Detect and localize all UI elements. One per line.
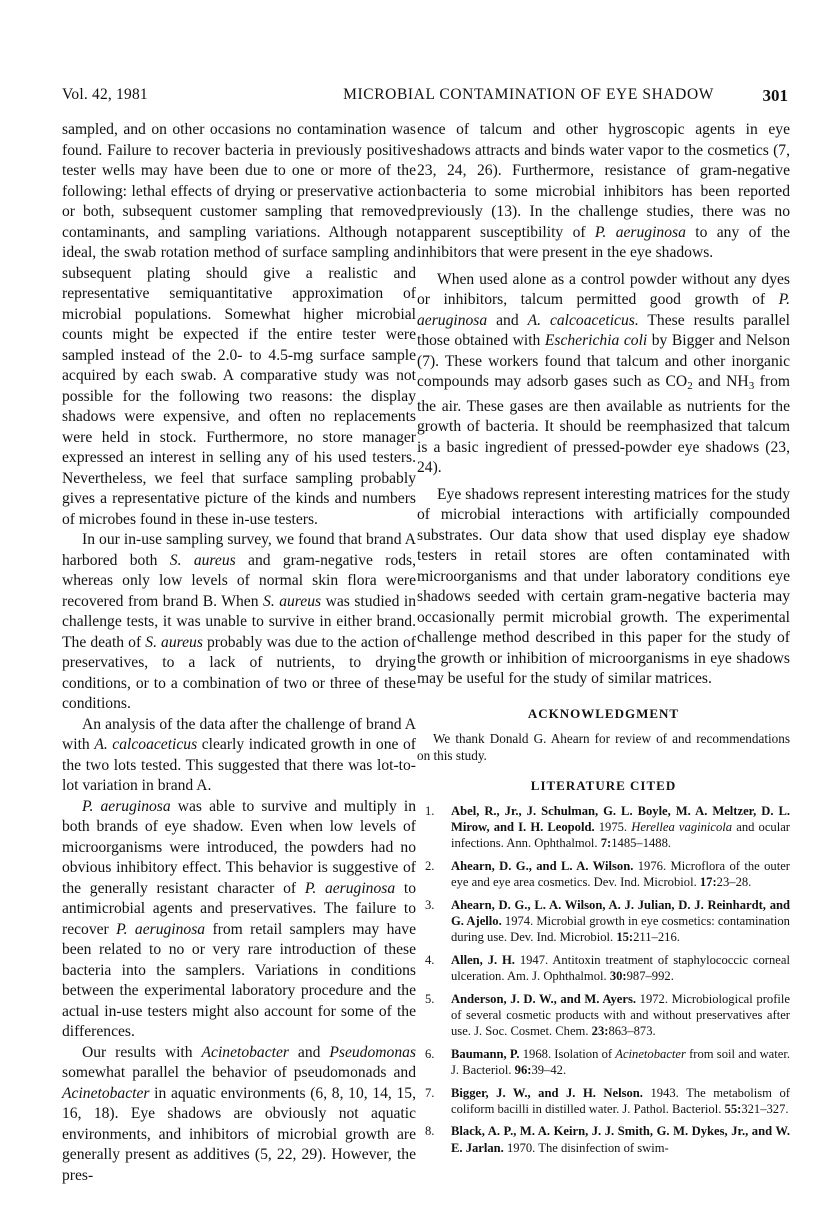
reference-authors: Ahearn, D. G., and L. A. Wilson. (451, 858, 634, 873)
page-header (62, 86, 788, 110)
paragraph: Eye shadows represent interesting matrices for the study of microbial interactions with artificially compounded substrates. Our data show that used display eye shadow testers in retail stores are often contaminated with microorganisms and that under laboratory conditions eye shadows seeded with certain gram-negative bacteria may occasionally permit microbial growth. The experimental challenge method described in this paper for the study of the growth or inhibition of microorganisms in eye shadows may be useful for the study of similar matrices. (417, 485, 790, 687)
reference-volume: 55: (724, 1102, 742, 1116)
running-title: MICROBIAL CONTAMINATION OF EYE SHADOW (343, 86, 714, 103)
reference-pages: 987–992. (626, 969, 674, 984)
reference-item (417, 1046, 790, 1079)
paragraph: ence of talcum and other hygroscopic agents in eye shadows attracts and binds water vapor to the cosmetics (7, 23, 24, 26). Furthermore, resistance of gram-negative bacteria to some microbial inhibitors has been reported previously (13). In the challenge studies, there was no apparent susceptibility of P. aeruginosa to any of the inhibitors that were present in the eye shadows. (417, 121, 791, 261)
reference-text: and ocular infections. Ann. Ophthalmol. (451, 819, 791, 851)
paragraph: sampled, and on other occasions no contamination was found. Failure to recover bacteria in previously positive tester wells may have been due to one or more of the following: lethal effects of drying or preservative action or both, subsequent customer sampling that removed contaminants, and sampling variations. Although not ideal, the swab rotation method of surface sampling and subsequent plating should give a realistic and representative semiquantitative approximation of microbial populations. Somewhat higher microbial counts might be expected if the entire tester were sampled instead of the 2.0- to 4.5-mg surface sample acquired by each swab. A comparative study was not possible for the following two reasons: the display shadows were expensive, and often no replacements were held in stock. Furthermore, no store manager expressed an interest in selling any of his used testers. Nevertheless, we feel that surface sampling probably gives a representative picture of the kinds and numbers of microbes found in these in-use testers. (62, 121, 416, 528)
reference-number: 6. (425, 1046, 435, 1061)
reference-authors: Ahearn, D. G., L. A. Wilson, A. J. Julian, D. J. Reinhardt, and G. Ajello. (451, 897, 790, 928)
reference-volume: 30: (609, 969, 627, 984)
reference-text: 1947. Antitoxin treatment of staphylococcic corneal ulceration. Am. J. Ophthalmol. (451, 952, 790, 984)
reference-item (417, 1123, 790, 1156)
reference-text: 1968. Isolation of (519, 1046, 616, 1061)
reference-volume: 15: (616, 930, 634, 945)
reference-number: 4. (425, 952, 435, 967)
paragraph: P. aeruginosa was able to survive and multiply in both brands of eye shadow. Even when low levels of microorganisms were introduced, the powders had no obvious inhibitory effect. This behavior is suggestive of the generally resistant character of P. aeruginosa to antimicrobial agents and preservatives. The failure to recover P. aeruginosa from retail samplers may have been related to no or very rare introduction of these bacteria into the samplers. Variations in conditions between the experimental laboratory procedure and the actual in-use testers might also account for some of the differences. (62, 797, 417, 1040)
paragraph: In our in-use sampling survey, we found that brand A harbored both S. aureus and gram-negative rods, whereas only low levels of normal skin flora were recovered from brand B. When S. aureus was studied in challenge tests, it was unable to survive in either brand. The death of S. aureus probably was due to the action of preservatives, to a lack of nutrients, to drying conditions, or to a combination of two or three of these conditions. (62, 531, 417, 712)
reference-text: 1974. Microbial growth in eye cosmetics: contamination during use. Dev. Ind. Microbiol. (451, 913, 790, 945)
reference-italic: Acinetobacter (615, 1046, 686, 1061)
reference-authors: Bigger, J. W., and J. H. Nelson. (451, 1085, 643, 1100)
left-column (62, 120, 416, 1186)
paragraph: An analysis of the data after the challenge of brand A with A. calcoaceticus clearly indicated growth in one of the two lots tested. This suggested that there was lot-to-lot variation in brand A. (62, 715, 416, 794)
reference-pages: 23–28. (716, 875, 752, 890)
reference-text: 1970. The disinfection of swim- (503, 1140, 669, 1155)
reference-number: 7. (425, 1085, 435, 1100)
reference-item (417, 952, 790, 985)
reference-authors: Black, A. P., M. A. Keirn, J. J. Smith, G. M. Dykes, Jr., and W. E. Jarlan. (451, 1124, 790, 1155)
reference-item (417, 1085, 790, 1118)
reference-authors: Baumann, P. (451, 1046, 520, 1061)
reference-text: 1972. Microbiological profile of several cosmetic products with and without preservatives after use. J. Soc. Cosmet. Chem. (451, 991, 790, 1039)
reference-pages: 211–216. (633, 930, 680, 945)
reference-item (417, 897, 790, 946)
reference-item (417, 858, 790, 891)
literature-heading: LITERATURE CITED (530, 777, 677, 793)
reference-number: 8. (425, 1124, 435, 1139)
reference-pages: 321–327. (741, 1102, 789, 1116)
reference-pages: 863–873. (608, 1024, 656, 1039)
reference-number: 1. (425, 803, 435, 818)
reference-text: 1943. The metabolism of coliform bacilli in distilled water. J. Pathol. Bacteriol. (451, 1085, 790, 1116)
reference-authors: Allen, J. H. (451, 952, 515, 967)
reference-text: 1976. Microflora of the outer eye and eye area cosmetics. Dev. Ind. Microbiol. (451, 858, 790, 890)
paragraph: When used alone as a control powder without any dyes or inhibitors, talcum permitted good growth of P. aeruginosa and A. calcoaceticus. These results parallel those obtained with Escherichia coli by Bigger and Nelson (7). These workers found that talcum and other inorganic compounds may adsorb gases such as $CO_2$ and $NH_3$ from the air. These gases are then available as nutrients for the growth of bacteria. It should be reemphasized that talcum is a basic ingredient of pressed-powder eye shadows (23, 24). (417, 270, 790, 476)
page-number: 301 (762, 86, 788, 105)
reference-number: 2. (425, 858, 435, 873)
reference-volume: 23: (591, 1024, 609, 1039)
reference-number: 3. (425, 897, 435, 912)
reference-list (417, 803, 790, 1157)
reference-pages: 39–42. (531, 1063, 567, 1078)
reference-text: from soil and water. J. Bacteriol. (451, 1046, 791, 1078)
reference-item (417, 803, 790, 852)
reference-number: 5. (425, 991, 435, 1006)
reference-pages: 1485–1488. (611, 836, 672, 851)
right-column (417, 120, 790, 1162)
reference-authors: Anderson, J. D. W., and M. Ayers. (451, 991, 637, 1006)
reference-volume: 7: (600, 836, 612, 851)
reference-authors: Abel, R., Jr., J. Schulman, G. L. Boyle, M. A. Meltzer, D. L. Mirow, and I. H. Leopold. (451, 803, 790, 834)
journal-volume: Vol. 42, 1981 (62, 86, 148, 103)
paragraph: Our results with Acinetobacter and Pseudomonas somewhat parallel the behavior of pseudomonads and Acinetobacter in aquatic environments (6, 8, 10, 14, 15, 16, 18). Eye shadows are obviously not aquatic environments, and inhibitors of microbial growth are generally present as additives (5, 22, 29). However, the pres- (62, 1043, 416, 1184)
reference-volume: 17: (699, 875, 717, 890)
reference-volume: 96: (514, 1063, 532, 1078)
acknowledgment-heading: ACKNOWLEDGMENT (527, 705, 680, 721)
reference-text: 1975. (594, 819, 632, 834)
acknowledgment-text: We thank Donald G. Ahearn for review of and recommendations on this study. (417, 730, 790, 763)
reference-item (417, 991, 790, 1040)
reference-italic: Herellea vaginicola (631, 819, 733, 834)
